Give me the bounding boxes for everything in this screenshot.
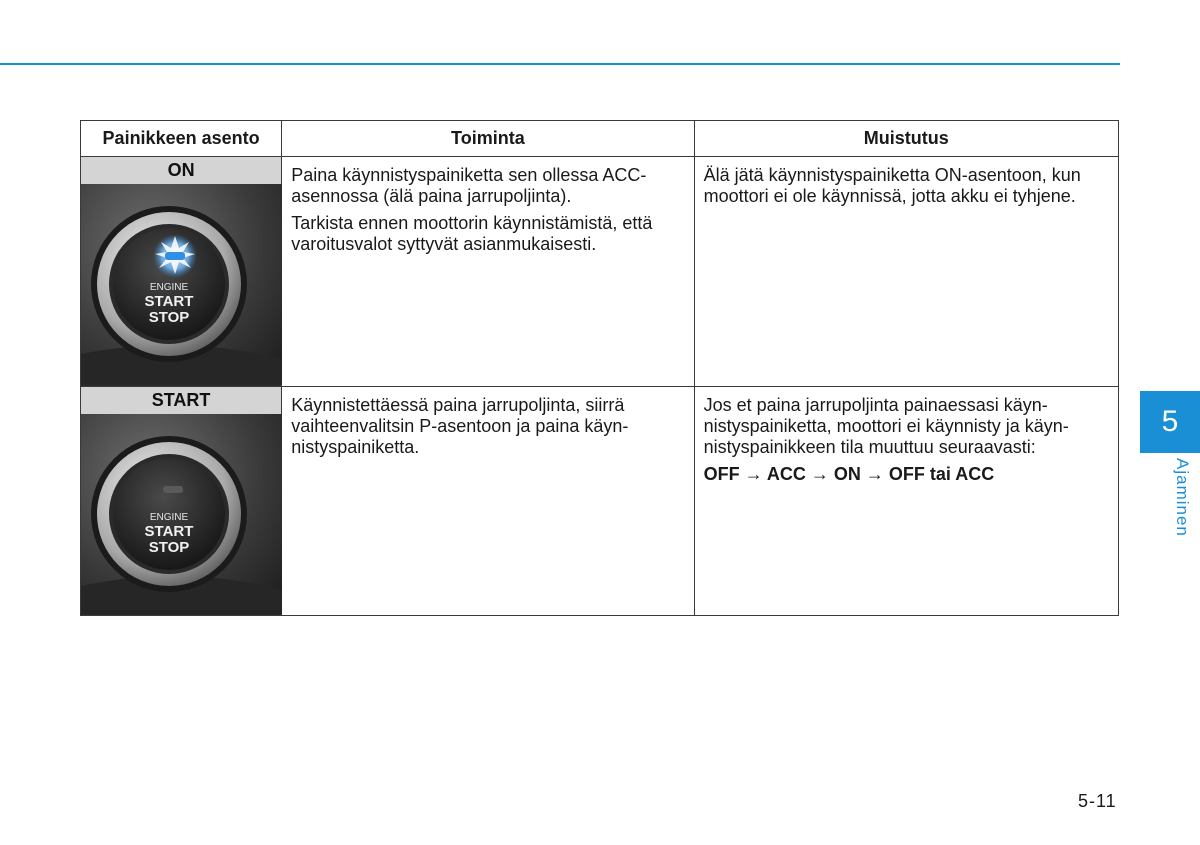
start-button-table [80,120,1119,616]
button-engine-text: ENGINE [149,512,189,523]
action-cell [282,387,694,616]
indicator-off [163,486,183,493]
page-number: 5-11 [1078,791,1117,811]
note-text: Jos et paina jarrupoljinta painaessasi käyn-nistyspainiketta, moottori ei käynnisty ja käyn-nistyspainikkeen tila muuttuu seuraavasti: [703,395,1069,457]
header-action: Toiminta [282,121,694,157]
button-engine-text: ENGINE [149,282,189,293]
table-row [81,157,1119,387]
header-position: Painikkeen asento [81,121,282,157]
button-stop-text: STOP [148,539,190,556]
action-text: Paina käynnistyspainiketta sen ollessa ACC-asennossa (älä paina jarrupoljintа). [291,165,647,206]
state-sequence: OFF → ACC → ON → OFF tai ACC [703,464,995,484]
position-cell [81,387,282,616]
position-label: START [81,387,281,414]
chapter-title: Ajaminen [1173,458,1192,537]
start-button-on-image [81,184,282,384]
button-start-text: START [144,293,194,310]
position-label: ON [81,157,281,184]
table-header-row [81,121,1119,157]
chapter-number-tab: 5 [1140,391,1200,453]
start-button-off-image [81,414,282,614]
action-text: Tarkista ennen moottorin käynnistämistä, että varoitusvalot syttyvät asianmukaisesti. [291,213,653,254]
button-start-text: START [144,523,194,540]
button-stop-text: STOP [148,309,190,326]
header-rule [0,63,1120,65]
action-text: Käynnistettäessä paina jarrupoljinta, siirrä vaihteenvalitsin P-asentoon ja paina käyn-nistyspainiketta. [291,395,629,457]
note-cell [694,157,1118,387]
position-cell [81,157,282,387]
table-row [81,387,1119,616]
note-cell [694,387,1118,616]
header-note: Muistutus [694,121,1118,157]
indicator-glow [153,234,197,278]
action-cell [282,157,694,387]
note-text: Älä jätä käynnistyspainiketta ON-asentoon, kun moottori ei ole käynnissä, jotta akku ei tyhjene. [703,165,1081,206]
